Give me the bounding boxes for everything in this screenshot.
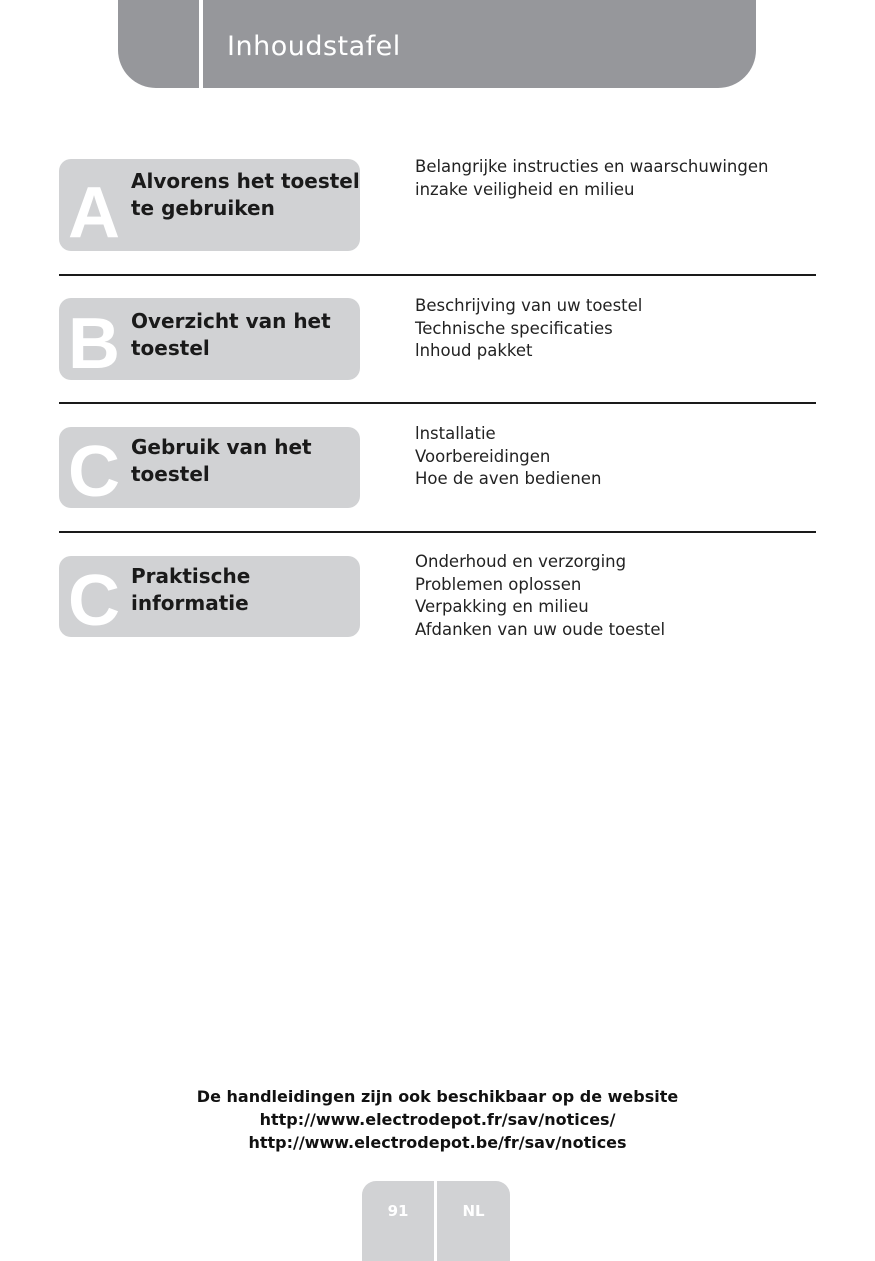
section-b-title-line-1: Overzicht van het bbox=[131, 309, 331, 333]
list-item: Technische specificaties bbox=[415, 318, 613, 338]
section-b-title bbox=[131, 308, 331, 362]
list-item: Problemen oplossen bbox=[415, 574, 582, 594]
section-b-title-line-2: toestel bbox=[131, 336, 210, 360]
section-letter-c-practical: C bbox=[68, 561, 120, 641]
list-item: lnstallatie bbox=[415, 424, 496, 443]
section-letter-a: A bbox=[68, 173, 120, 253]
section-d-title bbox=[131, 563, 250, 617]
list-item: Voorbereidingen bbox=[415, 446, 551, 466]
section-b-contents bbox=[415, 295, 835, 363]
language-tab bbox=[437, 1181, 510, 1261]
list-item: Verpakking en milieu bbox=[415, 597, 589, 617]
section-c-title-line-2: toestel bbox=[131, 462, 210, 486]
section-b-box bbox=[59, 298, 360, 384]
list-item: Hoe de aven bedienen bbox=[415, 469, 602, 489]
language-code: NL bbox=[462, 1202, 485, 1220]
section-a-title-line-1: Alvorens het toestel bbox=[131, 169, 360, 193]
section-a-title-line-2: te gebruiken bbox=[131, 196, 275, 220]
section-c-box bbox=[59, 427, 360, 512]
header-tab bbox=[118, 0, 756, 88]
section-a-box bbox=[59, 159, 360, 251]
page-number-tab bbox=[362, 1181, 434, 1261]
section-letter-c: C bbox=[68, 432, 120, 512]
page-title: Inhoudstafel bbox=[227, 31, 401, 62]
footer-note-line: De handleidingen zijn ook beschikbaar op de website bbox=[196, 1087, 679, 1106]
list-item: lnhoud pakket bbox=[415, 341, 533, 361]
section-divider bbox=[59, 531, 816, 533]
section-d-box bbox=[59, 556, 360, 641]
website-link-fr[interactable]: http://www.electrodepot.fr/sav/notices/ bbox=[259, 1110, 616, 1129]
list-item: Beschrijving van uw toestel bbox=[415, 296, 643, 315]
list-item: inzake veiligheid en milieu bbox=[415, 179, 635, 199]
section-d-contents bbox=[415, 551, 835, 642]
section-c-contents bbox=[415, 423, 835, 491]
section-d-title-line-1: Praktische bbox=[131, 564, 251, 588]
section-d-title-line-2: informatie bbox=[131, 591, 249, 615]
list-item: Onderhoud en verzorging bbox=[415, 552, 627, 571]
section-c-title-line-1: Gebruik van het bbox=[131, 435, 312, 459]
section-a-contents bbox=[415, 156, 835, 201]
list-item: Afdanken van uw oude toestel bbox=[415, 620, 666, 640]
website-link-be[interactable]: http://www.electrodepot.be/fr/sav/notices bbox=[248, 1133, 627, 1152]
section-c-title bbox=[131, 434, 312, 488]
list-item: Belangrijke instructies en waarschuwingen bbox=[415, 157, 769, 176]
section-divider bbox=[59, 274, 816, 276]
footer-note bbox=[0, 1085, 875, 1154]
section-divider bbox=[59, 402, 816, 404]
header-divider bbox=[199, 0, 203, 88]
page-number: 91 bbox=[387, 1202, 409, 1220]
section-letter-b: B bbox=[68, 304, 120, 384]
section-a-title bbox=[131, 168, 360, 222]
